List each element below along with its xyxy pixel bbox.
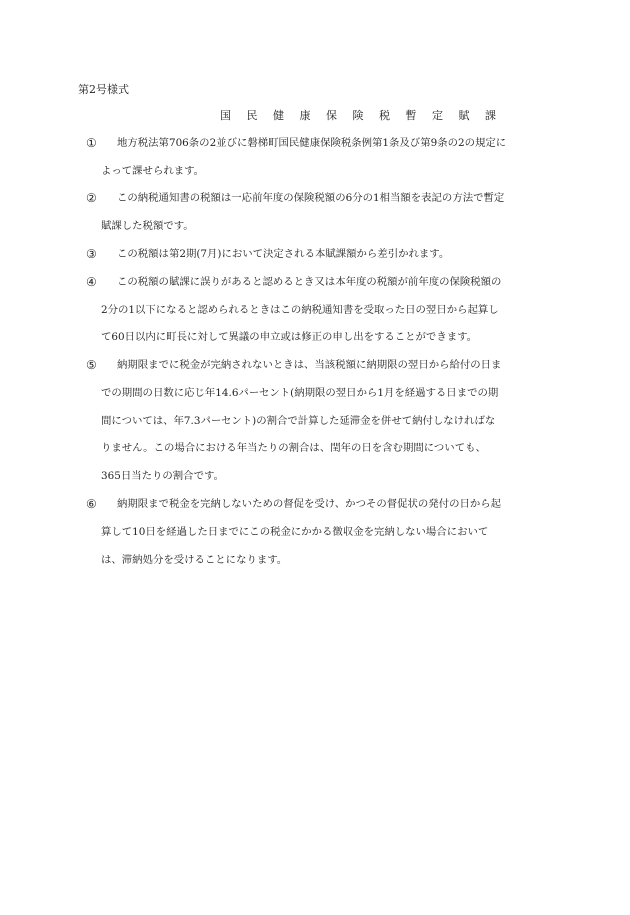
item-line: 納期限まで税金を完納しないための督促を受け、かつその督促状の発付の日から起 — [117, 498, 502, 510]
item-line: りません。この場合における年当たりの割合は、閏年の日を含む期間についても、 — [101, 442, 486, 454]
item-line: 2分の1以下になると認められるときはこの納税通知書を受取った日の翌日から起算し — [101, 304, 499, 316]
item-line: 賦課した税額です。 — [101, 220, 194, 232]
item-marker: ④ — [86, 275, 97, 289]
item-line: 地方税法第706条の2並びに磐梯町国民健康保険税条例第1条及び第9条の2の規定に — [117, 137, 507, 149]
item-marker: ⑥ — [86, 497, 97, 511]
item-line: 納期限までに税金が完納されないときは、当該税額に納期限の翌日から給付の日ま — [117, 359, 502, 371]
item-line: 365日当たりの割合です。 — [101, 470, 224, 482]
item-line: は、滞納処分を受けることになります。 — [101, 554, 288, 566]
item-line: この納税通知書の税額は一応前年度の保険税額の6分の1相当額を表記の方法で暫定 — [117, 192, 505, 204]
form-number: 第2号様式 — [78, 83, 129, 96]
item-line: よって課せられます。 — [101, 165, 205, 177]
document-title: 国 民 健 康 保 険 税 暫 定 賦 課 — [220, 109, 502, 122]
item-line: て60日以内に町長に対して異議の申立或は修正の申し出をすることができます。 — [101, 331, 478, 343]
item-line: 間については、年7.3パーセント)の割合で計算した延滞金を併せて納付しなければな — [101, 415, 496, 427]
item-line: この税額は第2期(7月)において決定される本賦課額から差引かれます。 — [117, 248, 450, 260]
item-marker: ③ — [86, 247, 97, 261]
item-marker: ⑤ — [86, 358, 97, 372]
item-marker: ① — [86, 136, 97, 150]
item-line: での期間の日数に応じ年14.6パーセント(納期限の翌日から1月を経過する日までの期 — [101, 387, 499, 399]
item-line: 算して10日を経過した日までにこの税金にかかる徴収金を完納しない場合において — [101, 526, 489, 538]
item-line: この税額の賦課に誤りがあると認めるとき又は本年度の税額が前年度の保険税額の — [117, 276, 502, 288]
item-marker: ② — [86, 191, 97, 205]
